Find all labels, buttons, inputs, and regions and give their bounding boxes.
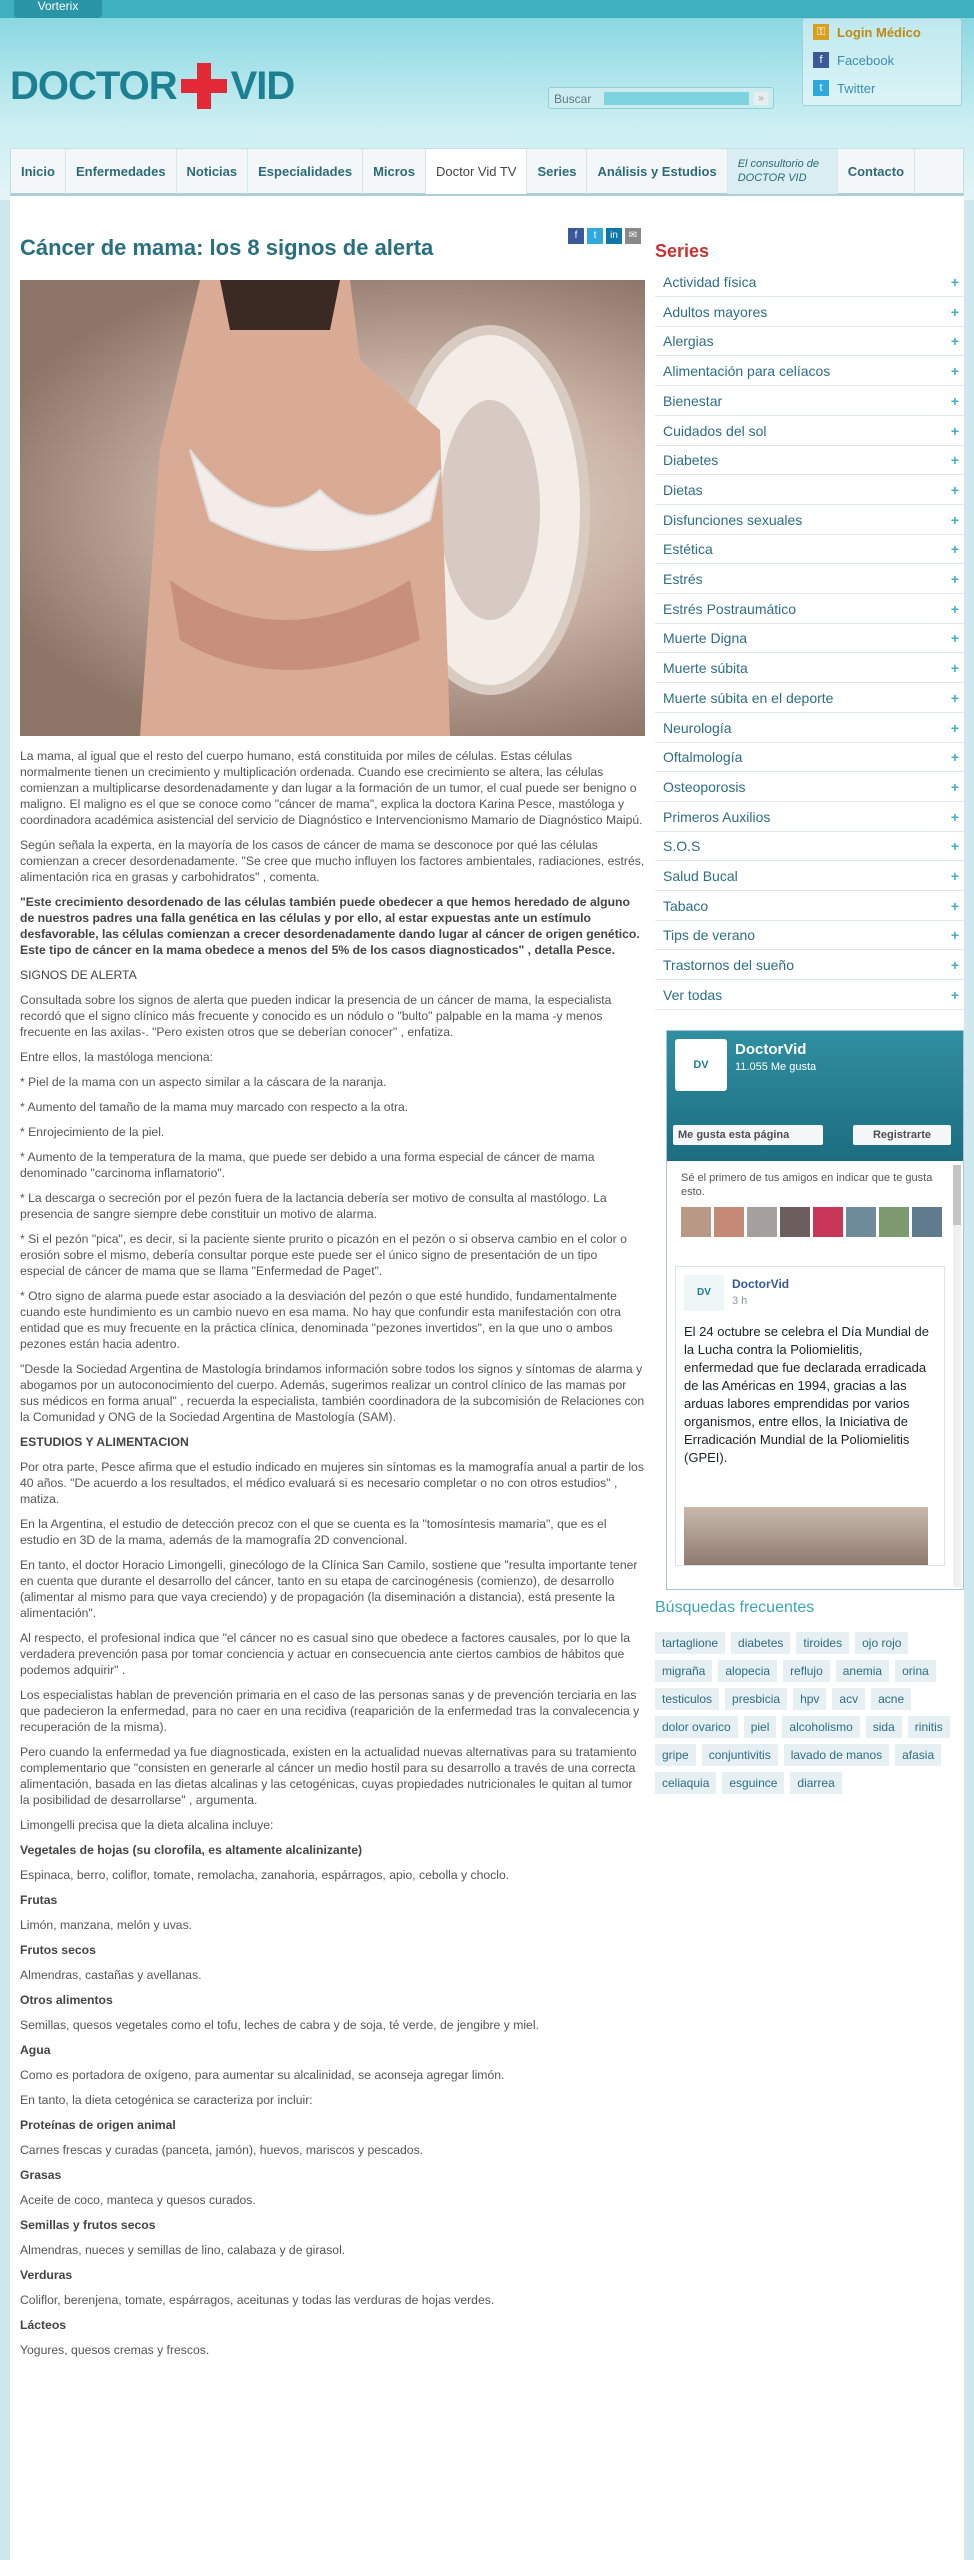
series-item[interactable] [655,742,965,772]
series-item[interactable] [655,950,965,980]
expand-plus-icon[interactable]: + [950,630,959,647]
fb-register-button[interactable] [853,1125,951,1145]
series-item-label: Cuidados del sol [663,422,767,439]
avatar[interactable] [912,1207,942,1237]
series-item-label: Estrés [663,571,703,587]
series-item[interactable] [655,505,965,535]
series-item-label: Tips de verano [663,927,756,944]
expand-plus-icon[interactable]: + [950,303,959,320]
fb-post-image[interactable] [684,1507,928,1565]
series-item[interactable] [655,683,965,713]
series-item[interactable] [655,445,965,475]
paragraph: Al respecto, el profesional indica que "el cáncer no es casual sino que obedece a factores causales, por lo que la verdadera prevención pasa por tomar conciencia y actuar en consecuencia ante ciertos cambios de hábitos que podemos adquirir" . [20,1631,631,1677]
paragraph: Pero cuando la enfermedad ya fue diagnosticada, existen en la actualidad nuevas alternativas para su tratamiento complementario que "consisten en generarle al cáncer un medio hostil para su desarrollo a través de una correcta alimentación, basada en las dietas alcalinas y las cetogénicas, cuyas propiedades nutricionales le quitan al tumor la posibilidad de desarrollarse" , argumenta. [20,1745,637,1807]
series-item-label: Disfunciones sexuales [663,511,803,528]
main-content [10,196,964,2560]
share-twitter-icon[interactable]: t [587,228,603,244]
tag[interactable]: presbicia [725,1688,787,1710]
fb-friend-avatars [681,1207,942,1237]
nav-contacto[interactable]: Contacto [838,149,915,194]
series-item-label: Diabetes [663,452,719,469]
tag[interactable]: piel [744,1716,777,1738]
article-title: Cáncer de mama: los 8 signos de alerta [20,235,434,260]
paragraph: Aceite de coco, manteca y quesos curados. [20,2193,256,2207]
nav-analisis[interactable]: Análisis y Estudios [587,149,727,194]
fb-post-avatar[interactable]: DV [684,1275,724,1311]
paragraph: Limón, manzana, melón y uvas. [20,1918,193,1932]
expand-plus-icon[interactable]: + [950,808,959,825]
list-item: * Aumento de la temperatura de la mama, que puede ser debido a una forma especial de cáncer de mama denominado "carcinoma inflamatorio". [20,1150,595,1180]
series-item[interactable] [655,802,965,832]
series-item-label: Salud Bucal [663,868,738,884]
list-item: * Piel de la mama con un aspecto similar a la cáscara de la naranja. [20,1075,387,1089]
series-item[interactable] [655,920,965,950]
article-photo [20,280,645,736]
vorterix-tab[interactable]: Vorterix [14,0,102,18]
tag[interactable]: testiculos [655,1688,719,1710]
search-bar [548,87,774,109]
expand-plus-icon[interactable]: + [950,452,959,469]
site-logo[interactable] [10,58,294,114]
paragraph: En tanto, la dieta cetogénica se caracteriza por incluir: [20,2093,313,2107]
food-heading: Agua [20,2043,51,2057]
list-item: * Enrojecimiento de la piel. [20,1125,165,1139]
food-heading: Frutos secos [20,1943,96,1957]
series-item[interactable] [655,416,965,446]
series-item[interactable] [655,267,965,297]
paragraph: En tanto, el doctor Horacio Limongelli, ginecólogo de la Clínica San Camilo, sostiene que "resulta importante tener en cuenta que durante el desarrollo del cáncer, tanto en su etapa de carcinogénesis (comienzo), de desarrollo (alimentar al mismo para que vaya creciendo) y de propagación (la diseminación a distancia), está presente la alimentación". [20,1558,638,1620]
fb-post [675,1266,945,1566]
series-item-label: Alergias [663,333,714,350]
series-item[interactable] [655,623,965,653]
tag[interactable]: diabetes [731,1632,790,1654]
nav-micros[interactable]: Micros [363,149,426,194]
avatar[interactable] [681,1207,711,1237]
series-item-label: Adultos mayores [663,303,768,320]
food-heading: Proteínas de origen animal [20,2118,176,2132]
avatar[interactable] [714,1207,744,1237]
tag[interactable]: celiaquia [655,1772,716,1794]
expand-plus-icon[interactable]: + [950,333,959,350]
fb-page-logo[interactable]: DV [675,1039,727,1091]
food-heading: Grasas [20,2168,62,2182]
series-item[interactable] [655,534,965,564]
expand-plus-icon[interactable]: + [950,719,959,736]
series-item[interactable] [655,891,965,921]
series-item[interactable] [655,713,965,743]
series-item-label: Primeros Auxilios [663,808,771,825]
logo-vid: VID [230,63,295,108]
expand-plus-icon[interactable]: + [950,422,959,439]
fb-post-author[interactable]: DoctorVid [732,1277,790,1291]
woman-photo [20,280,645,736]
facebook-widget [666,1030,964,1590]
series-item-label: Estrés Postraumático [663,600,797,617]
nav-consultorio[interactable]: El consultorio de DOCTOR VID [728,149,838,194]
expand-plus-icon[interactable]: + [950,838,959,855]
tag[interactable]: lavado de manos [784,1744,889,1766]
share-facebook-icon[interactable]: f [568,228,584,244]
food-heading: Semillas y frutos secos [20,2218,156,2232]
paragraph: Espinaca, berro, coliflor, tomate, remolacha, zanahoria, espárragos, apio, cebolla y choclo. [20,1868,510,1882]
nav-doctor-vid-tv[interactable]: Doctor Vid TV [426,149,527,194]
series-item-label: Muerte Digna [663,630,748,647]
expand-plus-icon[interactable]: + [950,511,959,528]
tag[interactable]: ojo rojo [855,1632,908,1654]
facebook-icon: f [813,52,829,68]
food-heading: Verduras [20,2268,73,2282]
paragraph: Semillas, quesos vegetales como el tofu, leches de cabra y de soja, té verde, de jengibre y miel. [20,2018,539,2032]
fb-likes: 11.055 Me gusta [735,1061,817,1073]
paragraph: Almendras, nueces y semillas de lino, calabaza y de girasol. [20,2243,346,2257]
list-item: * Aumento del tamaño de la mama muy marcado con respecto a la otra. [20,1100,409,1114]
avatar[interactable] [780,1207,810,1237]
food-heading: Vegetales de hojas (su clorofila, es altamente alcalinizante) [20,1843,363,1857]
share-buttons [568,228,641,244]
paragraph: Carnes frescas y curadas (panceta, jamón), huevos, mariscos y pescados. [20,2143,424,2157]
tag[interactable]: tiroides [796,1632,849,1654]
expand-plus-icon[interactable]: + [950,392,959,409]
fb-register-label: Registrarte [872,1129,932,1141]
paragraph: Yogures, quesos cremas y frescos. [20,2343,210,2357]
series-item[interactable] [655,475,965,505]
series-item[interactable] [655,980,965,1010]
series-title: Series [655,241,710,261]
series-item-label: Bienestar [663,392,723,409]
food-heading: Lácteos [20,2318,67,2332]
login-medico-link[interactable]: ⚿ Login Médico [813,24,921,40]
nav-inicio[interactable]: Inicio [11,149,66,194]
tag[interactable]: hpv [793,1688,826,1710]
share-email-icon[interactable]: ✉ [625,228,641,244]
article-body [20,748,645,2367]
expand-plus-icon[interactable]: + [950,927,959,944]
list-item: * Otro signo de alarma puede estar asociado a la desviación del pezón o que esté hundido, fundamentalmente cuando este hundimiento es un cambio nuevo en esa mama. No hay que confundir esta manifestación con otra entidad que es muy frecuente en la práctica clínica, denominada "pezones invertidos", en la que uno o ambos pezones están hacia adentro. [20,1289,621,1351]
tag[interactable]: acne [871,1688,911,1710]
series-item-label: S.O.S [663,838,701,855]
fb-header [667,1031,963,1161]
avatar[interactable] [813,1207,843,1237]
series-item-label: Actividad física [663,274,757,290]
share-linkedin-icon[interactable]: in [606,228,622,244]
tag[interactable]: alopecia [718,1660,777,1682]
list-item: * La descarga o secreción por el pezón fuera de la lactancia debería ser motivo de consulta al mastólogo. La presencia de sangre siempre debe constituir un motivo de alarma. [20,1191,607,1221]
expand-plus-icon[interactable]: + [950,541,959,558]
series-item[interactable] [655,386,965,416]
tag[interactable]: sida [866,1716,902,1738]
expand-plus-icon[interactable]: + [950,957,959,974]
series-item-label: Tabaco [663,897,709,914]
paragraph: Por otra parte, Pesce afirma que el estudio indicado en mujeres sin síntomas es la mamografía anual a partir de los 40 años. "De acuerdo a los resultados, el médico evaluará si es necesario completar o no con otros estudios" , matiza. [20,1460,644,1506]
series-item-label: Oftalmología [663,749,743,766]
twitter-link[interactable]: t Twitter [813,80,875,96]
expand-plus-icon[interactable]: + [950,689,959,706]
nav-especialidades[interactable]: Especialidades [248,149,363,194]
tag[interactable]: orina [895,1660,936,1682]
key-icon: ⚿ [813,24,829,40]
section-heading: SIGNOS DE ALERTA [20,968,137,982]
tag[interactable]: anemia [836,1660,889,1682]
paragraph: "Desde la Sociedad Argentina de Mastología brindamos información sobre todos los signos y síntomas de alarma y abogamos por un autoconocimiento del cuerpo. Además, sugerimos realizar un control clínico de las mamas por sus médicos en forma anual" , recuerda la especialista, también coordinadora de la subcomisión de Relaciones con la Comunidad y ONG de la Sociedad Argentina de Mastología (SAM). [20,1362,645,1424]
expand-plus-icon[interactable]: + [950,481,959,498]
expand-plus-icon[interactable]: + [950,986,959,1003]
search-input[interactable] [604,92,749,105]
paragraph: La mama, al igual que el resto del cuerpo humano, está constituida por miles de células. Estas células normalmente tienen un crecimiento y multiplicación ordenada. Cuando ese crecimiento se altera, las células comienzan a multiplicarse desordenadamente y dan lugar a la formación de un tumor, el cual puede ser benigno o maligno. El maligno es el que se conoce como "cáncer de mama", explica la doctora Karina Pesce, mastóloga y coordinadora académica asistencial del servicio de Diagnóstico e Intervencionismo Mamario de Diagnóstico Maipú. [20,749,643,827]
fb-post-text: El 24 octubre se celebra el Día Mundial de la Lucha contra la Poliomielitis, enfermedad que fue declarada erradicada de las Américas en 1994, gracias a las arduas labores emprendidas por varios organismos, entre ellos, la Iniciativa de Erradicación Mundial de la Poliomielitis (GPEI). [684,1324,929,1465]
series-item-label: Neurología [663,719,732,736]
tag[interactable]: gripe [655,1744,696,1766]
expand-plus-icon[interactable]: + [950,571,959,587]
series-item[interactable] [655,653,965,683]
section-heading: ESTUDIOS Y ALIMENTACION [20,1435,189,1449]
avatar[interactable] [747,1207,777,1237]
paragraph: Consultada sobre los signos de alerta que pueden indicar la presencia de un cáncer de mama, la especialista recordó que el signo clínico más frecuente y conocido es un nódulo o "bulto" palpable en la mama -y menos frecuente en las axilas-. "Pero existen otros que se deberían conocer" , enfatiza. [20,993,612,1039]
series-item-label: Alimentación para celíacos [663,363,831,380]
tag[interactable]: migraña [655,1660,712,1682]
food-heading: Otros alimentos [20,1993,113,2007]
series-item-label: Dietas [663,481,703,498]
social-links [802,18,962,106]
fb-page-name[interactable]: DoctorVid [735,1041,807,1058]
fb-like-button[interactable] [673,1125,823,1145]
expand-plus-icon[interactable]: + [950,363,959,380]
tag[interactable]: diarrea [790,1772,841,1794]
main-nav [10,148,964,196]
paragraph: Entre ellos, la mastóloga menciona: [20,1050,214,1064]
paragraph: Coliflor, berenjena, tomate, espárragos, aceitunas y todas las verduras de hojas verdes. [20,2293,495,2307]
series-item[interactable] [655,772,965,802]
expand-plus-icon[interactable]: + [950,897,959,914]
tag[interactable]: conjuntivitis [702,1744,778,1766]
series-item-label: Ver todas [663,986,723,1003]
series-item-label: Trastornos del sueño [663,957,794,974]
expand-plus-icon[interactable]: + [950,660,959,677]
list-item: * Si el pezón "pica", es decir, si la paciente siente prurito o picazón en el pezón o si observa cambio en el color o erosión sobre el mismo, debería consultar porque este puede ser el único signo de presentación de un tipo especial de cáncer de mama que se llama "Enfermedad de Paget". [20,1232,627,1278]
avatar[interactable] [879,1207,909,1237]
paragraph: En la Argentina, el estudio de detección precoz con el que se cuenta es la "tomosíntesis mamaria", que es el estudio en 3D de la mama, además de la mamografía 2D convencional. [20,1517,607,1547]
series-item[interactable] [655,356,965,386]
paragraph: "Este crecimiento desordenado de las células también puede obedecer a que hemos heredado de alguno de nuestros padres una falla genética en las células y por ello, al estar expuestas ante un estímulo desfavorable, las células comienzan a crecer desordenadamente dando lugar al cáncer de origen genético. Este tipo de cáncer en la mama obedece a menos del 5% de los casos diagnosticados" , detalla Pesce. [20,895,640,957]
paragraph: Los especialistas hablan de prevención primaria en el caso de las personas sanas y de prevención terciaria en las que padecieron la enfermedad, para no caer en una recidiva (reaparición de la enfermedad tras la convalecencia y recuperación de la misma). [20,1688,640,1734]
tag[interactable]: rinitis [908,1716,950,1738]
tag[interactable]: acv [832,1688,865,1710]
nav-enfermedades[interactable]: Enfermedades [66,149,177,194]
series-item-label: Estética [663,541,713,558]
series-item[interactable] [655,326,965,356]
series-item[interactable] [655,831,965,861]
series-item[interactable] [655,297,965,327]
expand-plus-icon[interactable]: + [950,868,959,884]
expand-plus-icon[interactable]: + [950,778,959,795]
tag[interactable]: alcoholismo [782,1716,859,1738]
logo-cross-icon [181,63,227,109]
nav-noticias[interactable]: Noticias [177,149,249,194]
tag[interactable]: tartaglione [655,1632,725,1654]
fb-scrollbar[interactable] [953,1165,961,1587]
expand-plus-icon[interactable]: + [950,274,959,290]
expand-plus-icon[interactable]: + [950,600,959,617]
avatar[interactable] [846,1207,876,1237]
series-item-label: Muerte súbita [663,660,748,677]
logo-doctor: DOCTOR [10,63,177,108]
facebook-link[interactable]: f Facebook [813,52,894,68]
nav-series[interactable]: Series [527,149,587,194]
expand-plus-icon[interactable]: + [950,749,959,766]
tag[interactable]: esguince [722,1772,784,1794]
food-heading: Frutas [20,1893,58,1907]
tag[interactable]: reflujo [783,1660,830,1682]
top-bar [0,0,974,18]
busquedas-title: Búsquedas frecuentes [655,1599,815,1616]
series-item[interactable] [655,861,965,891]
tag-cloud [655,1632,955,1794]
series-item-label: Muerte súbita en el deporte [663,689,834,706]
fb-friends-note: Sé el primero de tus amigos en indicar que te gusta esto. [681,1172,933,1198]
paragraph: Como es portadora de oxígeno, para aumentar su alcalinidad, se aconseja agregar limón. [20,2068,505,2082]
tag[interactable]: dolor ovarico [655,1716,738,1738]
paragraph: Limongelli precisa que la dieta alcalina incluye: [20,1818,274,1832]
series-item[interactable] [655,594,965,624]
tag[interactable]: afasia [895,1744,941,1766]
series-item-label: Osteoporosis [663,778,746,795]
paragraph: Almendras, castañas y avellanas. [20,1968,202,1982]
twitter-icon: t [813,80,829,96]
search-icon[interactable]: » [754,92,768,105]
paragraph: Según señala la experta, en la mayoría de los casos de cáncer de mama se desconoce por qué las células comienzan a crecer desordenadamente. "Se cree que mucho influyen los factores ambientales, radiaciones, estrés, alimentación rica en grasas y carbohidratos" , comenta. [20,838,645,884]
fb-like-label: Me gusta esta página [678,1129,790,1141]
search-label: Buscar [554,92,592,106]
fb-post-time: 3 h [732,1295,748,1307]
series-item[interactable] [655,564,965,594]
